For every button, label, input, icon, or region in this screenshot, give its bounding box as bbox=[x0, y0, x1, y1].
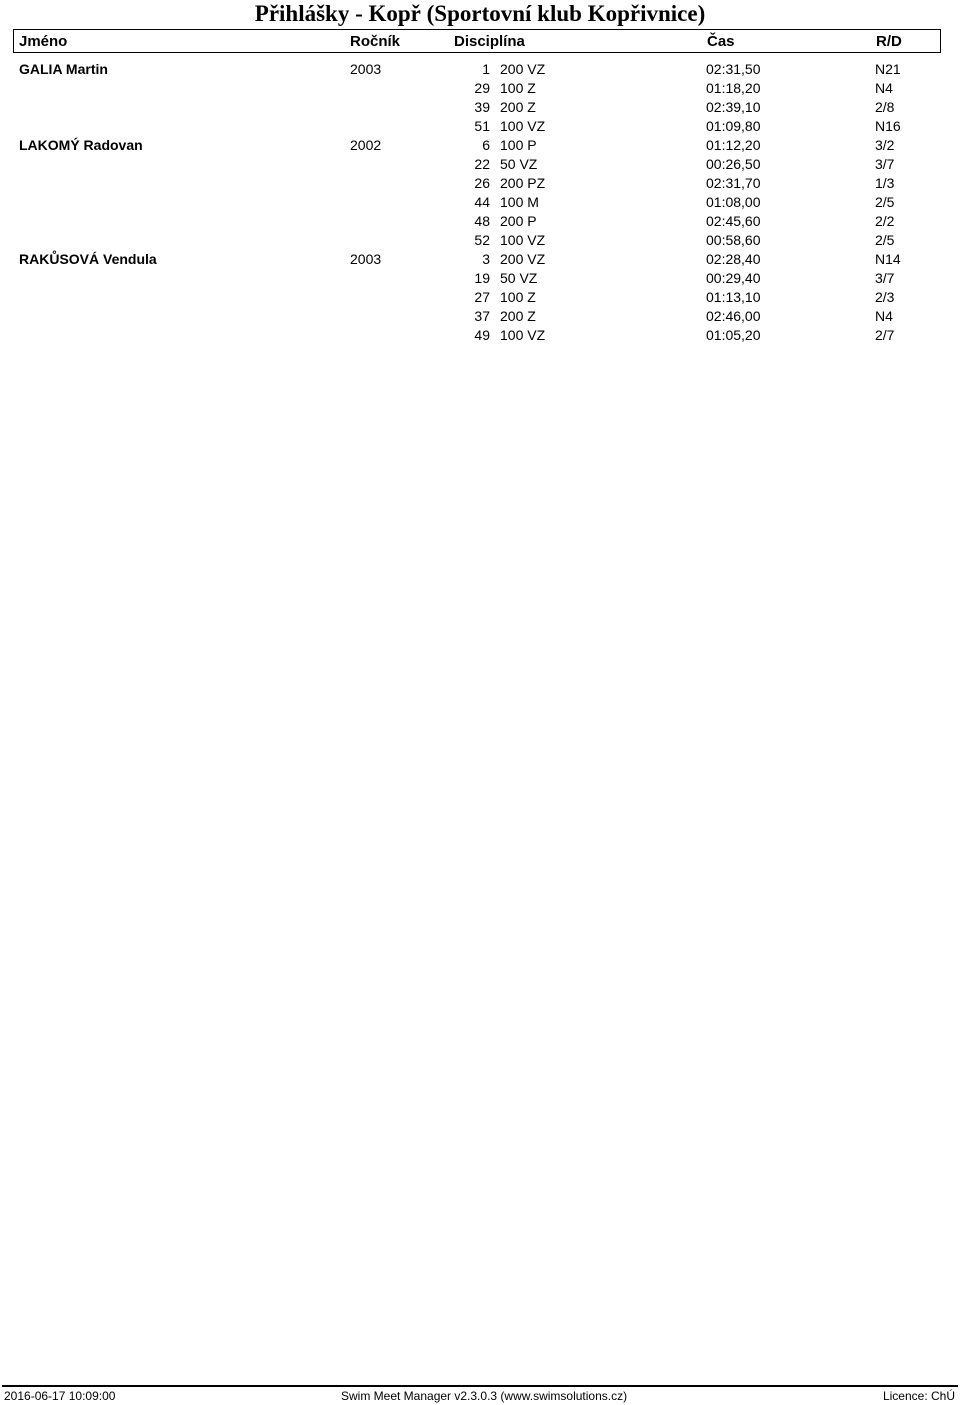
event-number: 37 bbox=[474, 307, 490, 324]
footer-divider bbox=[2, 1385, 958, 1387]
event-discipline: 100 M bbox=[500, 193, 539, 210]
table-row bbox=[0, 231, 960, 250]
entry-time: 02:39,10 bbox=[706, 98, 761, 115]
event-discipline: 200 VZ bbox=[500, 60, 546, 77]
event-number: 39 bbox=[474, 98, 490, 115]
table-row bbox=[0, 250, 960, 269]
event-discipline: 100 Z bbox=[500, 79, 536, 96]
table-row bbox=[0, 288, 960, 307]
table-row bbox=[0, 269, 960, 288]
swimmer-name: GALIA Martin bbox=[19, 60, 108, 77]
column-header-year: Ročník bbox=[350, 33, 401, 50]
event-number: 52 bbox=[474, 231, 490, 248]
entry-time: 02:46,00 bbox=[706, 307, 761, 324]
table-row bbox=[0, 79, 960, 98]
table-header bbox=[13, 29, 941, 53]
event-number: 44 bbox=[474, 193, 490, 210]
swimmer-year: 2003 bbox=[350, 250, 382, 267]
footer-licence: Licence: ChÚ bbox=[882, 1389, 955, 1403]
column-header-name: Jméno bbox=[19, 33, 68, 50]
swimmer-name: RAKŮSOVÁ Vendula bbox=[19, 250, 157, 267]
entry-heat-lane: 2/5 bbox=[875, 231, 895, 248]
event-discipline: 100 P bbox=[500, 136, 537, 153]
entry-heat-lane: 2/7 bbox=[875, 326, 895, 343]
event-number: 3 bbox=[482, 250, 490, 267]
table-row bbox=[0, 60, 960, 79]
event-discipline: 50 VZ bbox=[500, 155, 538, 172]
event-discipline: 200 Z bbox=[500, 307, 536, 324]
column-header-discipline: Disciplína bbox=[454, 33, 525, 50]
entry-heat-lane: N16 bbox=[875, 117, 901, 134]
entry-time: 00:58,60 bbox=[706, 231, 761, 248]
event-discipline: 200 Z bbox=[500, 98, 536, 115]
entry-time: 02:28,40 bbox=[706, 250, 761, 267]
entry-heat-lane: 3/7 bbox=[875, 155, 895, 172]
entry-time: 01:05,20 bbox=[706, 326, 761, 343]
entry-heat-lane: 3/7 bbox=[875, 269, 895, 286]
table-row bbox=[0, 117, 960, 136]
event-number: 19 bbox=[474, 269, 490, 286]
table-row bbox=[0, 174, 960, 193]
entry-time: 00:29,40 bbox=[706, 269, 761, 286]
table-row bbox=[0, 326, 960, 345]
column-header-rd: R/D bbox=[876, 33, 902, 50]
entry-heat-lane: N4 bbox=[875, 79, 893, 96]
entry-time: 01:13,10 bbox=[706, 288, 761, 305]
entry-heat-lane: 2/3 bbox=[875, 288, 895, 305]
event-number: 22 bbox=[474, 155, 490, 172]
table-row bbox=[0, 98, 960, 117]
footer-software: Swim Meet Manager v2.3.0.3 (www.swimsolutions.cz) bbox=[341, 1389, 628, 1403]
event-number: 6 bbox=[482, 136, 490, 153]
event-discipline: 50 VZ bbox=[500, 269, 538, 286]
event-number: 29 bbox=[474, 79, 490, 96]
column-header-time: Čas bbox=[707, 33, 735, 50]
entry-heat-lane: 2/8 bbox=[875, 98, 895, 115]
event-discipline: 200 PZ bbox=[500, 174, 546, 191]
entry-heat-lane: 2/5 bbox=[875, 193, 895, 210]
entry-time: 02:31,50 bbox=[706, 60, 761, 77]
event-discipline: 200 VZ bbox=[500, 250, 546, 267]
entry-time: 01:08,00 bbox=[706, 193, 761, 210]
table-row bbox=[0, 307, 960, 326]
event-number: 26 bbox=[474, 174, 490, 191]
event-discipline: 200 P bbox=[500, 212, 537, 229]
event-discipline: 100 Z bbox=[500, 288, 536, 305]
swimmer-year: 2002 bbox=[350, 136, 382, 153]
entry-time: 01:09,80 bbox=[706, 117, 761, 134]
event-number: 48 bbox=[474, 212, 490, 229]
table-row bbox=[0, 212, 960, 231]
event-number: 49 bbox=[474, 326, 490, 343]
entry-heat-lane: N14 bbox=[875, 250, 901, 267]
entry-heat-lane: N21 bbox=[875, 60, 901, 77]
event-discipline: 100 VZ bbox=[500, 231, 546, 248]
swimmer-name: LAKOMÝ Radovan bbox=[19, 136, 143, 153]
entry-time: 02:45,60 bbox=[706, 212, 761, 229]
table-row bbox=[0, 155, 960, 174]
entry-time: 01:12,20 bbox=[706, 136, 761, 153]
table-row bbox=[0, 193, 960, 212]
entry-heat-lane: 2/2 bbox=[875, 212, 895, 229]
entry-heat-lane: 1/3 bbox=[875, 174, 895, 191]
page-title: Přihlášky - Kopř (Sportovní klub Kopřivnice) bbox=[254, 1, 706, 26]
entry-time: 00:26,50 bbox=[706, 155, 761, 172]
table-row bbox=[0, 136, 960, 155]
footer-timestamp: 2016-06-17 10:09:00 bbox=[4, 1389, 116, 1403]
entry-time: 01:18,20 bbox=[706, 79, 761, 96]
entry-time: 02:31,70 bbox=[706, 174, 761, 191]
entry-heat-lane: 3/2 bbox=[875, 136, 895, 153]
event-number: 51 bbox=[474, 117, 490, 134]
swimmer-year: 2003 bbox=[350, 60, 382, 77]
event-discipline: 100 VZ bbox=[500, 117, 546, 134]
entry-heat-lane: N4 bbox=[875, 307, 893, 324]
event-discipline: 100 VZ bbox=[500, 326, 546, 343]
event-number: 1 bbox=[482, 60, 490, 77]
event-number: 27 bbox=[474, 288, 490, 305]
